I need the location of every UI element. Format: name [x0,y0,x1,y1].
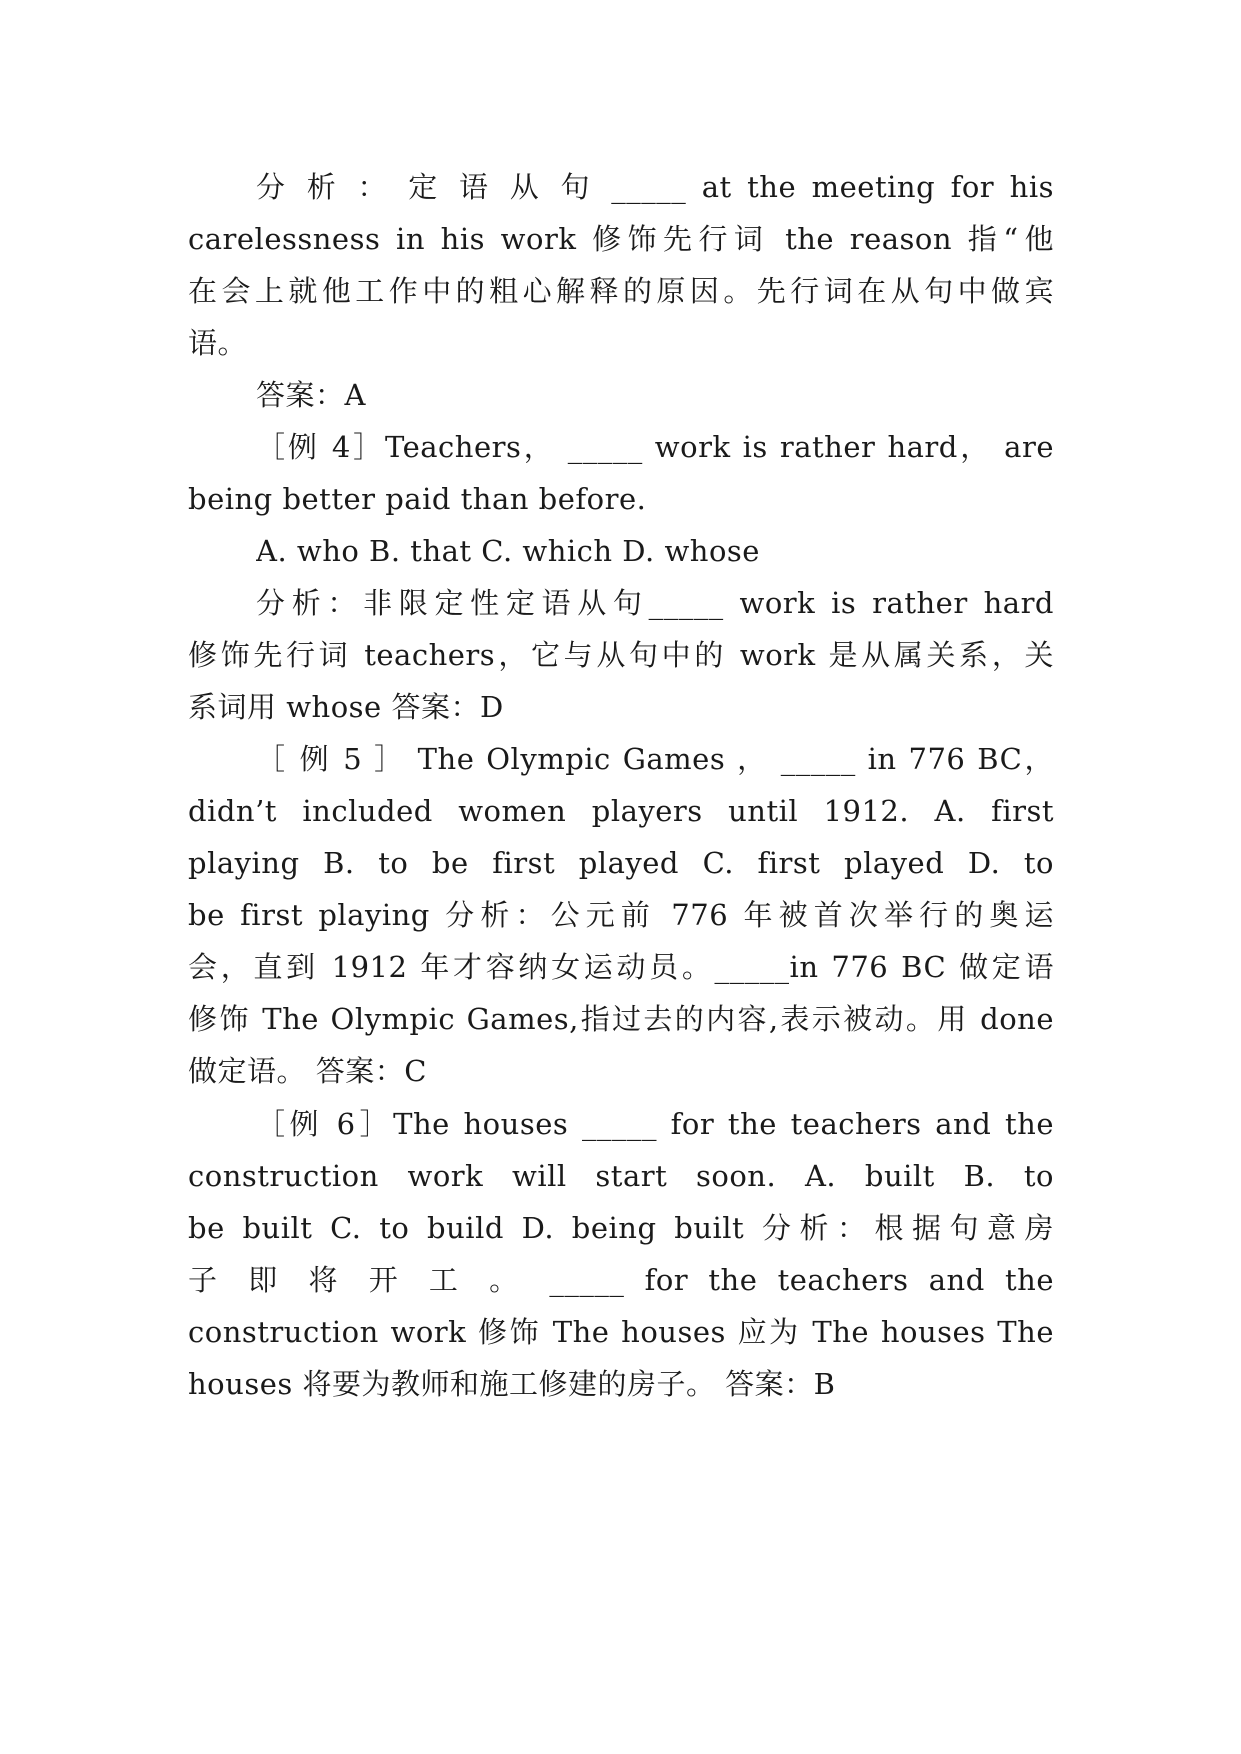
text-line: being better paid than before. [188,482,647,516]
answer-line: 答案：A [256,378,366,412]
example-5-line: ［ 例 5 ］ The Olympic Games ， _____ in 776 BC， [256,742,1054,776]
example-4-line: ［例 4］Teachers， _____ work is rather hard， are [256,430,1054,464]
text-line: be first playing 分析：公元前 776 年被首次举行的奥运 [188,898,1054,932]
text-line: 修饰先行词 teachers，它与从句中的 work 是从属关系，关 [188,638,1054,672]
text-line: 在会上就他工作中的粗心解释的原因。先行词在从句中做宾 [188,274,1054,308]
answer-line: 系词用 whose 答案：D [188,690,504,724]
text-line: 子 即 将 开 工 。 _____ for the teachers and the [188,1263,1054,1297]
text-line: 语。 [188,326,248,360]
text-line: didn’t included women players until 1912. A. first [188,794,1054,828]
text-line: construction work will start soon. A. built B. to [188,1159,1054,1193]
text-line: be built C. to build D. being built 分析：根据句意房 [188,1211,1054,1245]
text-line: playing B. to be first played C. first played D. to [188,846,1054,880]
text-line: 分 析 ： 定 语 从 句 _____ at the meeting for his [256,170,1054,204]
answer-line: houses 将要为教师和施工修建的房子。 答案：B [188,1367,836,1401]
text-line: 会，直到 1912 年才容纳女运动员。_____in 776 BC 做定语 [188,950,1054,984]
text-line: carelessness in his work 修饰先行词 the reason 指“他 [188,222,1054,256]
text-line: construction work 修饰 The houses 应为 The houses The [188,1315,1054,1349]
analysis-line: 分析：非限定性定语从句_____ work is rather hard [256,586,1054,620]
options-line: A. who B. that C. which D. whose [256,534,760,568]
text-line: 修饰 The Olympic Games,指过去的内容,表示被动。用 done [188,1002,1054,1036]
example-6-line: ［例 6］The houses _____ for the teachers and the [256,1107,1054,1141]
answer-line: 做定语。 答案：C [188,1054,427,1088]
